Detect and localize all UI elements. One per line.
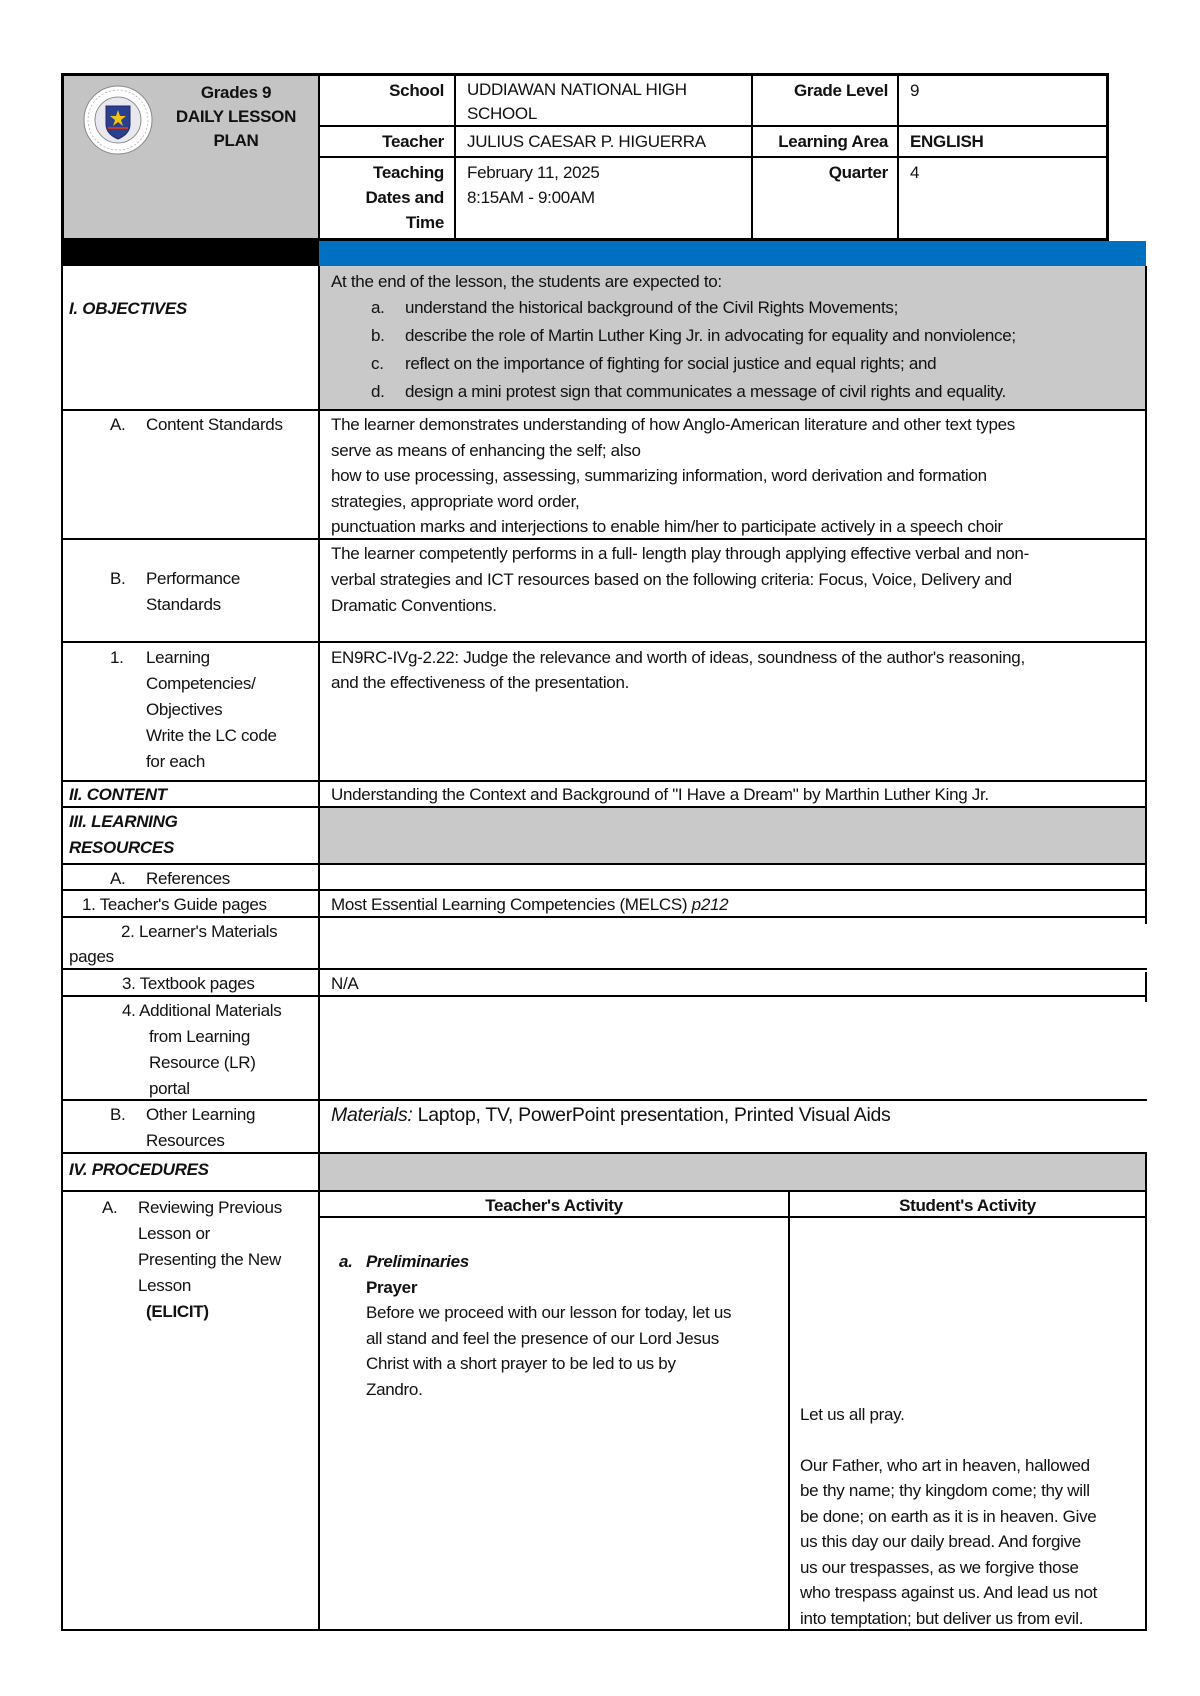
content-value: Understanding the Context and Background of "I Have a Dream" by Marthin Luther King Jr.: [331, 785, 989, 804]
dates-label-line-3: Time: [405, 213, 444, 232]
deped-seal-icon: [82, 84, 154, 156]
label-line: Objectives: [146, 700, 223, 719]
student-activity-content: [800, 1402, 1140, 1631]
content-standards-text: [331, 412, 1141, 540]
date-value: February 11, 2025: [467, 163, 600, 182]
teacher-activity-content: [366, 1249, 784, 1402]
label-line: pages: [69, 947, 114, 966]
label-line: Lesson: [138, 1276, 192, 1295]
procedure-step-marker: A.: [102, 1198, 118, 1217]
label-line: III. LEARNING: [69, 812, 178, 831]
content-standards-label: Content Standards: [146, 415, 283, 434]
text-line: Our Father, who art in heaven, hallowed: [800, 1455, 1090, 1475]
teacher-activity-header: Teacher's Activity: [485, 1196, 623, 1215]
elicit-tag: (ELICIT): [146, 1302, 209, 1321]
text-line: strategies, appropriate word order,: [331, 491, 580, 511]
objectives-content: [331, 270, 1141, 406]
performance-standards-text: [331, 541, 1141, 619]
label-line: Lesson or: [138, 1224, 210, 1243]
text-line: us this day our daily bread. And forgive: [800, 1532, 1081, 1551]
objectives-list: [331, 294, 1141, 406]
textbook-label: 3. Textbook pages: [122, 974, 255, 993]
learners-materials-label: [69, 919, 314, 969]
text-line: and the effectiveness of the presentation.: [331, 673, 630, 692]
label-line: Learning: [146, 648, 210, 667]
text-line: The learner demonstrates understanding of how Anglo-American literature and other text types: [331, 415, 1015, 434]
textbook-value: N/A: [331, 974, 359, 993]
objective-item: c. reflect on the importance of fighting for social justice and equal rights; and: [371, 354, 937, 373]
label-line: 2. Learner's Materials: [121, 922, 278, 941]
text-line: us our trespasses, as we forgive those: [800, 1557, 1079, 1577]
title-line-3: PLAN: [213, 131, 259, 150]
label-line: Write the LC code: [146, 726, 277, 745]
procedure-step-label: [138, 1195, 282, 1325]
text-line: all stand and feel the presence of our Lord Jesus: [366, 1328, 719, 1348]
content-label: II. CONTENT: [69, 785, 167, 804]
label-line: Other Learning: [146, 1105, 256, 1124]
text-line: be done; on earth as it is in heaven. Give: [800, 1506, 1097, 1526]
label-line: Competencies/: [146, 674, 256, 693]
label-line: Presenting the New: [138, 1250, 281, 1269]
prayer-title: Prayer: [366, 1277, 418, 1297]
school-value: [456, 76, 753, 127]
content-standards-marker: A.: [110, 415, 126, 434]
time-value: 8:15AM - 9:00AM: [467, 188, 595, 207]
dates-label: [320, 158, 456, 238]
references-label: References: [146, 869, 230, 888]
label-line: from Learning: [149, 1027, 250, 1046]
teachers-guide-text: Most Essential Learning Competencies (MELCS): [331, 895, 692, 914]
text-line: be thy name; thy kingdom come; thy will: [800, 1481, 1090, 1500]
text-line: Dramatic Conventions.: [331, 596, 497, 615]
label-line: RESOURCES: [69, 838, 174, 857]
label-line: for each: [146, 752, 206, 771]
materials-prefix: Materials:: [331, 1104, 413, 1126]
student-intro: Let us all pray.: [800, 1405, 905, 1424]
resources-label: [69, 809, 178, 861]
separator-blue: [319, 241, 1146, 266]
competencies-marker: 1.: [110, 648, 124, 667]
label-line: Resource (LR): [149, 1053, 256, 1072]
school-label: School: [320, 76, 456, 127]
header-table: [61, 73, 1109, 241]
materials-value: [331, 1103, 1141, 1128]
teachers-guide-label: 1. Teacher's Guide pages: [82, 895, 267, 914]
other-resources-marker: B.: [110, 1105, 126, 1124]
separator-black: [61, 241, 319, 266]
label-line: Reviewing Previous: [138, 1198, 282, 1217]
label-line: 4. Additional Materials: [122, 1001, 282, 1020]
label-line: Standards: [146, 595, 221, 614]
references-marker: A.: [110, 869, 126, 888]
preliminaries-marker: a.: [339, 1252, 353, 1271]
other-resources-label: [146, 1102, 255, 1154]
text-line: into temptation; but deliver us from evil.: [800, 1608, 1084, 1628]
title-line-2: DAILY LESSON: [175, 107, 297, 126]
resources-bg: [319, 806, 1146, 863]
quarter-value: 4: [910, 163, 920, 182]
title-cell: [64, 76, 320, 238]
grade-level-label: Grade Level: [753, 76, 899, 127]
student-activity-header: Student's Activity: [899, 1196, 1036, 1215]
teacher-label: Teacher: [320, 127, 456, 158]
objective-item: d. design a mini protest sign that communicates a message of civil rights and equality.: [371, 382, 1006, 401]
procedures-label: IV. PROCEDURES: [69, 1160, 209, 1179]
dates-label-line-2: Dates and: [365, 188, 444, 207]
objective-item: b. describe the role of Martin Luther King Jr. in advocating for equality and nonviolence;: [371, 326, 1016, 345]
learning-area-value: ENGLISH: [899, 127, 1106, 158]
competencies-text: [331, 645, 1141, 695]
text-line: The learner competently performs in a full- length play through applying effective verbal and non-: [331, 544, 1029, 563]
objective-item: a. understand the historical background of the Civil Rights Movements;: [371, 298, 898, 317]
text-line: verbal strategies and ICT resources based on the following criteria: Focus, Voice, Delivery and: [331, 570, 1012, 589]
dates-label-line-1: Teaching: [373, 163, 444, 182]
title-line-1: Grades 9: [200, 83, 272, 102]
preliminaries-title: Preliminaries: [366, 1252, 469, 1271]
quarter-label: Quarter: [753, 158, 899, 238]
text-line: how to use processing, assessing, summarizing information, word derivation and formation: [331, 466, 987, 485]
materials-text: Laptop, TV, PowerPoint presentation, Printed Visual Aids: [412, 1104, 891, 1126]
objectives-label: I. OBJECTIVES: [69, 299, 187, 318]
label-line: Resources: [146, 1131, 225, 1150]
school-value-line-2: SCHOOL: [467, 104, 537, 123]
school-value-line-1: UDDIAWAN NATIONAL HIGH: [467, 80, 687, 99]
label-line: Performance: [146, 569, 241, 588]
procedures-bg: [319, 1152, 1146, 1190]
text-line: Christ with a short prayer to be led to us by: [366, 1354, 676, 1373]
text-line: serve as means of enhancing the self; also: [331, 440, 641, 460]
text-line: punctuation marks and interjections to enable him/her to participate actively in a speech choir: [331, 517, 1003, 536]
competencies-label: [146, 645, 277, 775]
text-line: Before we proceed with our lesson for today, let us: [366, 1303, 732, 1322]
dates-value: [456, 158, 753, 238]
text-line: Zandro.: [366, 1379, 423, 1399]
objectives-intro: At the end of the lesson, the students are expected to:: [331, 272, 722, 291]
performance-standards-marker: B.: [110, 569, 126, 588]
teachers-guide-page: p212: [691, 895, 729, 914]
learning-area-label: Learning Area: [753, 127, 899, 158]
label-line: portal: [149, 1079, 190, 1098]
grade-level-value: 9: [899, 76, 1106, 127]
text-line: who trespass against us. And lead us not: [800, 1583, 1098, 1602]
teachers-guide-value: [331, 892, 1141, 917]
additional-materials-label: [122, 998, 281, 1102]
text-line: EN9RC-IVg-2.22: Judge the relevance and worth of ideas, soundness of the author's reasoning,: [331, 648, 1025, 667]
teacher-value: JULIUS CAESAR P. HIGUERRA: [456, 127, 753, 158]
performance-standards-label: [146, 566, 240, 618]
